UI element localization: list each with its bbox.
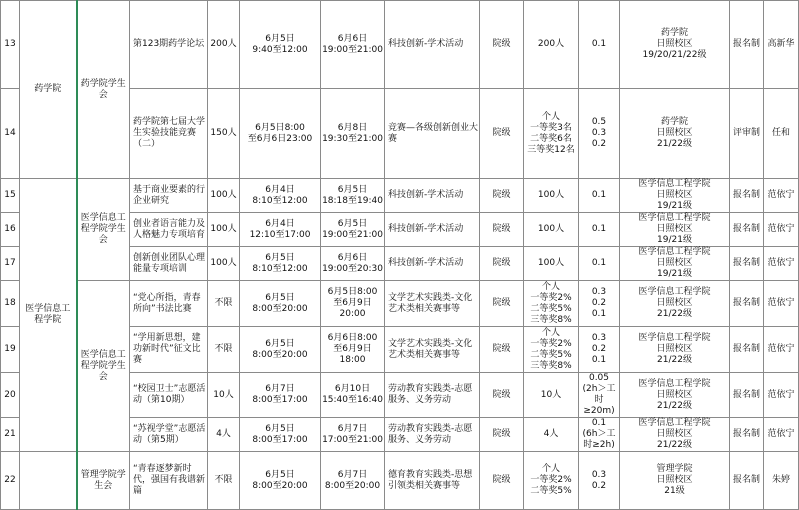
signup-time-cell[interactable]: 6月5日 8:00至20:00 <box>240 452 321 510</box>
teacher-cell[interactable]: 范依宁 <box>764 418 799 452</box>
mode-cell[interactable]: 报名制 <box>730 373 764 418</box>
activity-type-cell[interactable]: 劳动教育实践类-志愿服务、义务劳动 <box>385 373 480 418</box>
signup-time-cell[interactable]: 6月5日8:00 至6月6日23:00 <box>240 89 321 179</box>
activity-name-cell[interactable]: “党心所指，青春所向”书法比赛 <box>130 281 208 327</box>
level-cell[interactable]: 院级 <box>480 327 524 373</box>
activity-name-cell[interactable]: “苏视学堂”志愿活动（第5期） <box>130 418 208 452</box>
campus-cell[interactable]: 医学信息工程学院 日照校区 19/21级 <box>620 247 730 281</box>
scale-cell[interactable]: 150人 <box>208 89 240 179</box>
score-cell[interactable]: 0.05 (2h＞工时≥20m) <box>579 373 620 418</box>
row-number: 17 <box>1 247 20 281</box>
activity-type-cell[interactable]: 劳动教育实践类-志愿服务、义务劳动 <box>385 418 480 452</box>
campus-cell[interactable]: 医学信息工程学院 日照校区 19/21级 <box>620 213 730 247</box>
teacher-cell[interactable]: 范依宁 <box>764 247 799 281</box>
score-cell[interactable]: 0.3 0.2 0.1 <box>579 281 620 327</box>
scale-cell[interactable]: 200人 <box>208 1 240 89</box>
scale-cell[interactable]: 不限 <box>208 452 240 510</box>
campus-cell[interactable]: 医学信息工程学院 日照校区 19/21级 <box>620 179 730 213</box>
awards-cell[interactable]: 个人 一等奖2% 二等奖5% 三等奖8% <box>524 327 579 373</box>
level-cell[interactable]: 院级 <box>480 179 524 213</box>
awards-cell[interactable]: 100人 <box>524 213 579 247</box>
row-number: 20 <box>1 373 20 418</box>
activity-type-cell[interactable]: 科技创新-学术活动 <box>385 247 480 281</box>
row-number: 13 <box>1 1 20 89</box>
campus-cell[interactable]: 医学信息工程学院 日照校区 21/22级 <box>620 418 730 452</box>
campus-cell[interactable]: 药学院 日照校区 21/22级 <box>620 89 730 179</box>
mode-cell[interactable]: 报名制 <box>730 452 764 510</box>
activity-time-cell[interactable]: 6月7日 17:00至21:00 <box>321 418 385 452</box>
signup-time-cell[interactable]: 6月4日 12:10至17:00 <box>240 213 321 247</box>
level-cell[interactable]: 院级 <box>480 281 524 327</box>
activity-type-cell[interactable]: 文学艺术实践类-文化艺术类相关赛事等 <box>385 281 480 327</box>
signup-time-cell[interactable]: 6月4日 8:10至12:00 <box>240 179 321 213</box>
score-cell[interactable]: 0.3 0.2 0.1 <box>579 327 620 373</box>
row-number: 18 <box>1 281 20 327</box>
level-cell[interactable]: 院级 <box>480 247 524 281</box>
college-cell[interactable]: 医学信息工程学院 <box>20 179 77 452</box>
scale-cell[interactable]: 100人 <box>208 179 240 213</box>
teacher-cell[interactable]: 范依宁 <box>764 281 799 327</box>
campus-cell[interactable]: 医学信息工程学院 日照校区 21/22级 <box>620 327 730 373</box>
scale-cell[interactable]: 不限 <box>208 327 240 373</box>
activity-time-cell[interactable]: 6月7日 8:00至20:00 <box>321 452 385 510</box>
row-number: 14 <box>1 89 20 179</box>
level-cell[interactable]: 院级 <box>480 452 524 510</box>
level-cell[interactable]: 院级 <box>480 1 524 89</box>
activity-type-cell[interactable]: 竞赛—各级创新创业大赛 <box>385 89 480 179</box>
score-cell[interactable]: 0.3 0.2 <box>579 452 620 510</box>
mode-cell[interactable]: 报名制 <box>730 418 764 452</box>
activity-time-cell[interactable]: 6月6日 19:00至21:00 <box>321 1 385 89</box>
activity-type-cell[interactable]: 科技创新-学术活动 <box>385 179 480 213</box>
scale-cell[interactable]: 10人 <box>208 373 240 418</box>
activity-time-cell[interactable]: 6月6日 19:00至20:30 <box>321 247 385 281</box>
row-number: 16 <box>1 213 20 247</box>
organizer-cell[interactable]: 药学院学生会 <box>77 1 130 179</box>
mode-cell[interactable]: 报名制 <box>730 179 764 213</box>
campus-cell[interactable]: 医学信息工程学院 日照校区 21/22级 <box>620 281 730 327</box>
awards-cell[interactable]: 100人 <box>524 247 579 281</box>
level-cell[interactable]: 院级 <box>480 213 524 247</box>
level-cell[interactable]: 院级 <box>480 373 524 418</box>
campus-cell[interactable]: 医学信息工程学院 日照校区 21/22级 <box>620 373 730 418</box>
signup-time-cell[interactable]: 6月5日 8:00至17:00 <box>240 418 321 452</box>
activity-name-cell[interactable]: “青春逐梦新时代，强国有我谱新篇 <box>130 452 208 510</box>
activity-time-cell[interactable]: 6月5日 19:00至21:00 <box>321 213 385 247</box>
row-number: 22 <box>1 452 20 510</box>
awards-cell[interactable]: 200人 <box>524 1 579 89</box>
activity-time-cell[interactable]: 6月10日 15:40至16:40 <box>321 373 385 418</box>
mode-cell[interactable]: 报名制 <box>730 213 764 247</box>
college-cell[interactable] <box>20 452 77 510</box>
signup-time-cell[interactable]: 6月7日 8:00至17:00 <box>240 373 321 418</box>
activity-name-cell[interactable]: 基于商业要素的行企业研究 <box>130 179 208 213</box>
activity-time-cell[interactable]: 6月5日 18:18至19:40 <box>321 179 385 213</box>
signup-time-cell[interactable]: 6月5日 8:10至12:00 <box>240 247 321 281</box>
campus-cell[interactable]: 管理学院 日照校区 21级 <box>620 452 730 510</box>
awards-cell[interactable]: 4人 <box>524 418 579 452</box>
table-row[interactable] <box>1 452 799 510</box>
level-cell[interactable]: 院级 <box>480 418 524 452</box>
row-number: 15 <box>1 179 20 213</box>
scale-cell[interactable]: 100人 <box>208 247 240 281</box>
scale-cell[interactable]: 100人 <box>208 213 240 247</box>
teacher-cell[interactable]: 范依宁 <box>764 327 799 373</box>
teacher-cell[interactable]: 朱婷 <box>764 452 799 510</box>
activity-type-cell[interactable]: 文学艺术实践类-文化艺术类相关赛事等 <box>385 327 480 373</box>
signup-time-cell[interactable]: 6月5日 8:00至20:00 <box>240 327 321 373</box>
teacher-cell[interactable]: 范依宁 <box>764 179 799 213</box>
table-row[interactable] <box>1 281 799 327</box>
organizer-cell[interactable]: 医学信息工程学院学生会 <box>77 281 130 452</box>
score-cell[interactable]: 0.1 <box>579 247 620 281</box>
activity-time-cell[interactable]: 6月6日8:00 至6月9日18:00 <box>321 327 385 373</box>
activity-name-cell[interactable]: 创新创业团队心理能量专项培训 <box>130 247 208 281</box>
teacher-cell[interactable]: 范依宁 <box>764 213 799 247</box>
campus-cell[interactable]: 药学院 日照校区 19/20/21/22级 <box>620 1 730 89</box>
score-cell[interactable]: 0.1 (6h＞工时≥2h) <box>579 418 620 452</box>
organizer-cell[interactable]: 管理学院学生会 <box>77 452 130 510</box>
awards-cell[interactable]: 个人 一等奖3名 二等奖6名 三等奖12名 <box>524 89 579 179</box>
row-number: 21 <box>1 418 20 452</box>
teacher-cell[interactable]: 范依宁 <box>764 373 799 418</box>
activity-name-cell[interactable]: “校园卫士”志愿活动（第10期） <box>130 373 208 418</box>
activity-type-cell[interactable]: 科技创新-学术活动 <box>385 1 480 89</box>
awards-cell[interactable]: 100人 <box>524 179 579 213</box>
score-cell[interactable]: 0.5 0.3 0.2 <box>579 89 620 179</box>
college-cell[interactable]: 药学院 <box>20 1 77 179</box>
scale-cell[interactable]: 不限 <box>208 281 240 327</box>
table-row[interactable] <box>1 179 799 213</box>
signup-time-cell[interactable]: 6月5日 9:40至12:00 <box>240 1 321 89</box>
row-number: 19 <box>1 327 20 373</box>
teacher-cell[interactable]: 任和 <box>764 89 799 179</box>
mode-cell[interactable]: 评审制 <box>730 89 764 179</box>
activity-time-cell[interactable]: 6月8日 19:30至21:00 <box>321 89 385 179</box>
activity-name-cell[interactable]: 创业者语言能力及人格魅力专项培育 <box>130 213 208 247</box>
scale-cell[interactable]: 4人 <box>208 418 240 452</box>
score-cell[interactable]: 0.1 <box>579 1 620 89</box>
awards-cell[interactable]: 10人 <box>524 373 579 418</box>
mode-cell[interactable]: 报名制 <box>730 281 764 327</box>
mode-cell[interactable]: 报名制 <box>730 327 764 373</box>
activity-type-cell[interactable]: 科技创新-学术活动 <box>385 213 480 247</box>
table-row[interactable] <box>1 1 799 89</box>
score-cell[interactable]: 0.1 <box>579 213 620 247</box>
activity-name-cell[interactable]: “学用新思想，建功新时代”征文比赛 <box>130 327 208 373</box>
activity-type-cell[interactable]: 德育教育实践类-思想引领类相关赛事等 <box>385 452 480 510</box>
awards-cell[interactable]: 个人 一等奖2% 二等奖5% <box>524 452 579 510</box>
teacher-cell[interactable]: 高新华 <box>764 1 799 89</box>
organizer-cell[interactable]: 医学信息工程学院学生会 <box>77 179 130 281</box>
signup-time-cell[interactable]: 6月5日 8:00至20:00 <box>240 281 321 327</box>
mode-cell[interactable]: 报名制 <box>730 1 764 89</box>
level-cell[interactable]: 院级 <box>480 89 524 179</box>
activity-name-cell[interactable]: 第123期药学论坛 <box>130 1 208 89</box>
mode-cell[interactable]: 报名制 <box>730 247 764 281</box>
activity-time-cell[interactable]: 6月5日8:00 至6月9日20:00 <box>321 281 385 327</box>
score-cell[interactable]: 0.1 <box>579 179 620 213</box>
activity-name-cell[interactable]: 药学院第七届大学生实验技能竞赛（二） <box>130 89 208 179</box>
awards-cell[interactable]: 个人 一等奖2% 二等奖5% 三等奖8% <box>524 281 579 327</box>
